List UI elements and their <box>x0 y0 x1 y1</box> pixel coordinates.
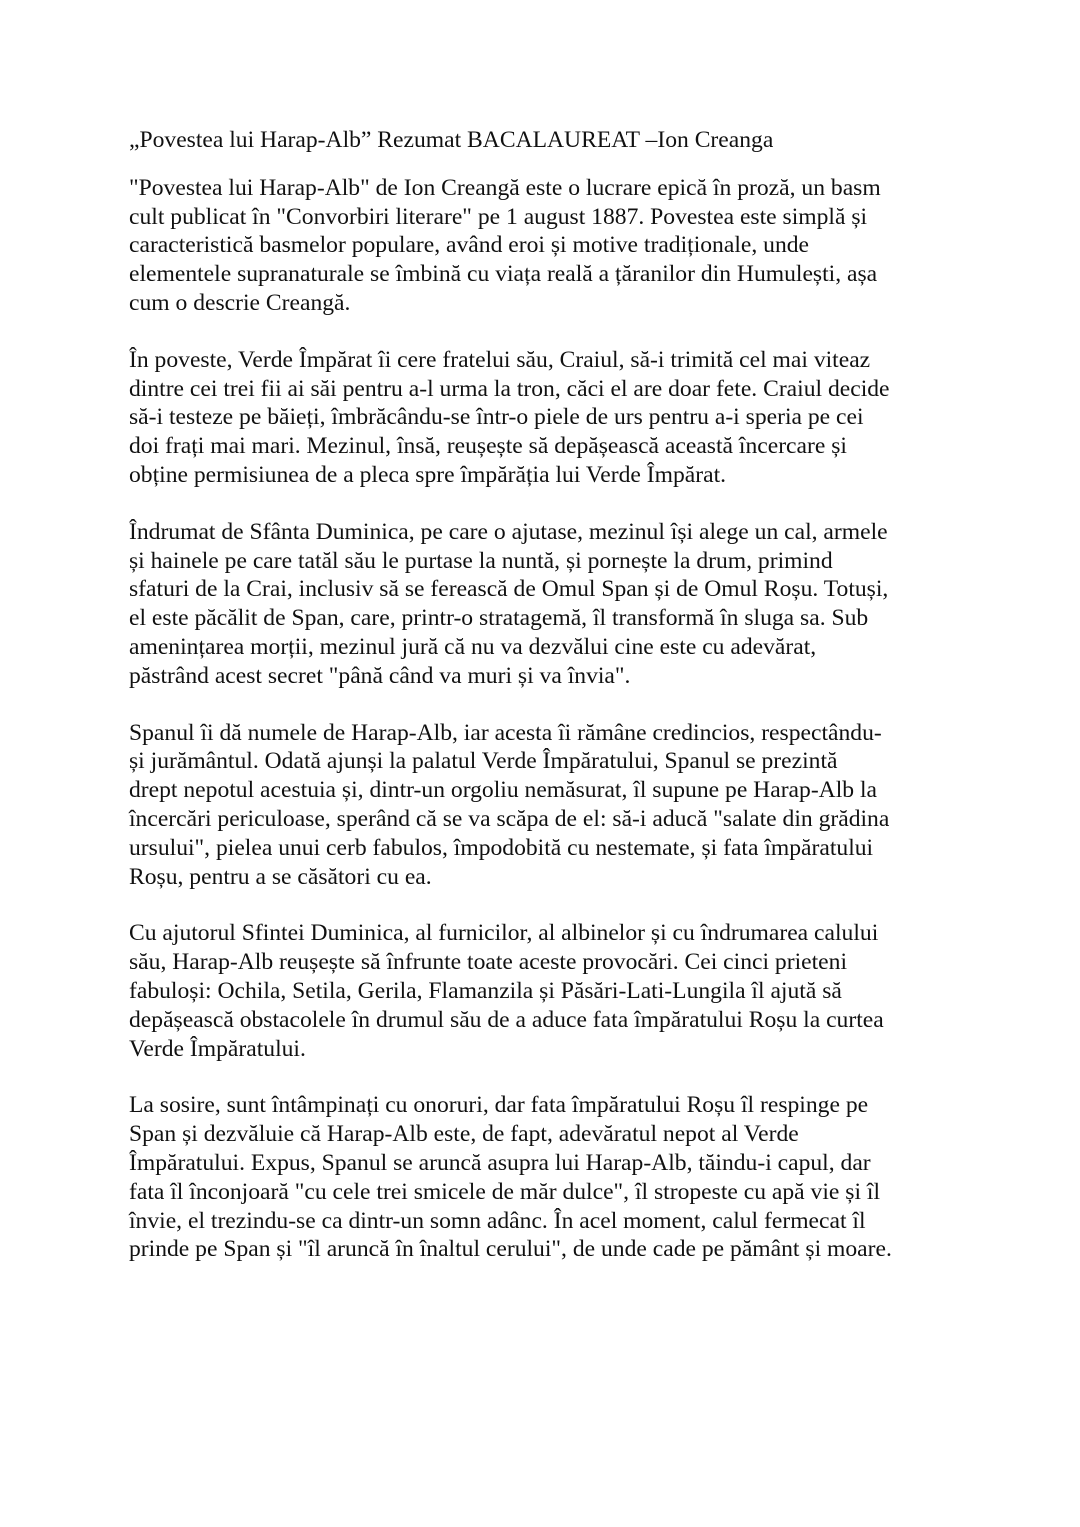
paragraph-line: "Povestea lui Harap-Alb" de Ion Creangă este o lucrare epică în proză, un basm <box>129 174 881 201</box>
paragraph-line: cum o descrie Creangă. <box>129 289 351 316</box>
paragraph-line: și jurământul. Odată ajunși la palatul Verde Împăratului, Spanul se prezintă <box>129 748 838 775</box>
paragraph-1 <box>129 174 959 318</box>
paragraph-line: învie, el trezindu-se ca dintr-un somn adânc. În acel moment, calul fermecat îl <box>129 1207 866 1234</box>
paragraph-line: depășească obstacolele în drumul său de a aduce fata împăratului Roșu la curtea <box>129 1006 884 1033</box>
paragraph-line: caracteristică basmelor populare, având eroi și motive tradiționale, unde <box>129 232 810 259</box>
paragraph-line: dintre cei trei fii ai săi pentru a-l urma la tron, căci el are doar fete. Craiul decide <box>129 375 890 402</box>
paragraph-line: fabuloși: Ochila, Setila, Gerila, Flamanzila și Păsări-Lati-Lungila îl ajută să <box>129 977 842 1004</box>
paragraph-line: obține permisiunea de a pleca spre împărăția lui Verde Împărat. <box>129 461 727 488</box>
paragraph-line: elementele supranaturale se îmbină cu viața reală a țăranilor din Humulești, așa <box>129 261 878 288</box>
paragraph-line: Îndrumat de Sfânta Duminica, pe care o ajutase, mezinul își alege un cal, armele <box>129 518 888 545</box>
paragraph-line: prinde pe Span și "îl aruncă în înaltul cerului", de unde cade pe pământ și moare. <box>129 1236 892 1263</box>
paragraph-line: fata îl înconjoară "cu cele trei smicele de măr dulce", îl stropeste cu apă vie și îl <box>129 1178 881 1205</box>
paragraph-line: păstrând acest secret "până când va muri și va învia". <box>129 662 631 689</box>
paragraph-line: sfaturi de la Crai, inclusiv să se ferească de Omul Span și de Omul Roșu. Totuși, <box>129 576 889 603</box>
paragraph-3 <box>129 518 959 691</box>
paragraph-line: În poveste, Verde Împărat îi cere fratelui său, Craiul, să-i trimită cel mai viteaz <box>129 346 871 373</box>
paragraph-line: Verde Împăratului. <box>129 1035 306 1062</box>
paragraph-line: La sosire, sunt întâmpinați cu onoruri, dar fata împăratului Roșu îl respinge pe <box>129 1092 869 1119</box>
paragraph-4 <box>129 719 959 892</box>
paragraph-line: Span și dezvăluie că Harap-Alb este, de fapt, adevăratul nepot al Verde <box>129 1121 799 1148</box>
paragraph-line: Roșu, pentru a se căsători cu ea. <box>129 863 432 890</box>
paragraph-line: Spanul îi dă numele de Harap-Alb, iar acesta îi rămâne credincios, respectându- <box>129 719 882 746</box>
paragraph-line: Cu ajutorul Sfintei Duminica, al furnicilor, al albinelor și cu îndrumarea calului <box>129 920 879 947</box>
paragraph-line: ursului", pielea unui cerb fabulos, împodobită cu nestemate, și fata împăratului <box>129 834 874 861</box>
document-title: „Povestea lui Harap-Alb” Rezumat BACALAUREAT –Ion Creanga <box>129 127 774 153</box>
document-page <box>129 126 959 1292</box>
paragraph-line: încercări periculoase, sperând că se va scăpa de el: să-i aducă "salate din grădina <box>129 805 890 832</box>
paragraph-line: cult publicat în "Convorbiri literare" pe 1 august 1887. Povestea este simplă și <box>129 203 868 230</box>
paragraph-line: său, Harap-Alb reușește să înfrunte toate aceste provocări. Cei cinci prieteni <box>129 949 847 976</box>
paragraph-line: amenințarea morții, mezinul jură că nu va dezvălui cine este cu adevărat, <box>129 633 817 660</box>
paragraph-line: el este păcălit de Span, care, printr-o stratagemă, îl transformă în sluga sa. Sub <box>129 605 869 632</box>
paragraph-2 <box>129 346 959 490</box>
paragraph-6 <box>129 1091 959 1264</box>
paragraph-line: să-i testeze pe băieți, îmbrăcându-se într-o piele de urs pentru a-i speria pe cei <box>129 404 864 431</box>
paragraph-line: doi frați mai mari. Mezinul, însă, reușește să depășească această încercare și <box>129 433 847 460</box>
document-body <box>129 174 959 1264</box>
paragraph-line: drept nepotul acestuia și, dintr-un orgoliu nemăsurat, îl supune pe Harap-Alb la <box>129 777 877 804</box>
paragraph-5 <box>129 919 959 1063</box>
paragraph-line: Împăratului. Expus, Spanul se aruncă asupra lui Harap-Alb, tăindu-i capul, dar <box>129 1149 871 1176</box>
paragraph-line: și hainele pe care tatăl său le purtase la nuntă, și pornește la drum, primind <box>129 547 833 574</box>
